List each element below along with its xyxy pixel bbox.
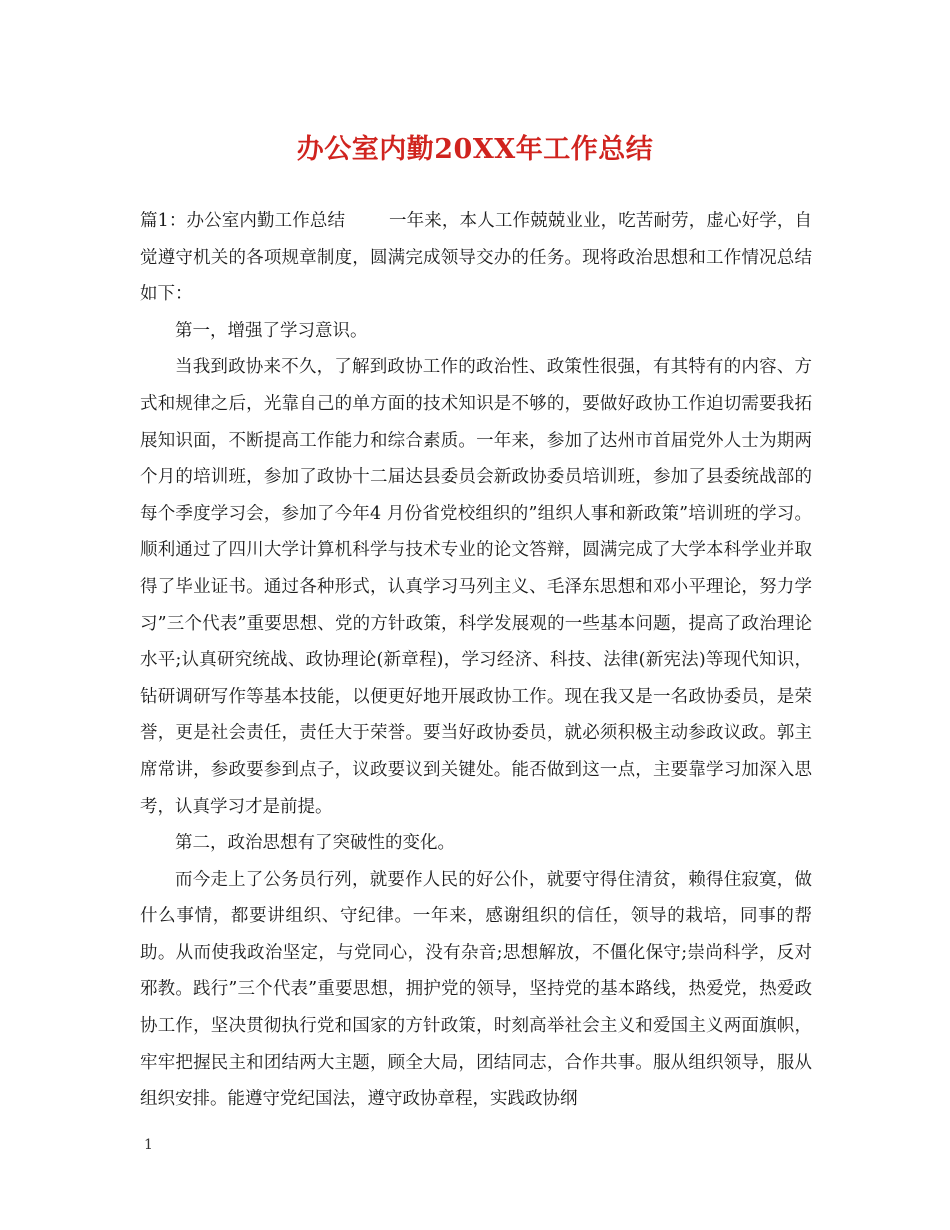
document-body (140, 203, 812, 1118)
document-title: 办公室内勤20XX年工作总结 (296, 134, 654, 165)
section1-paragraph: 当我到政协来不久，了解到政协工作的政治性、政策性很强，有其特有的内容、方式和规律之后，光靠自己的单方面的技术知识是不够的，要做好政协工作迫切需要我拓展知识面，不断提高工作能力和综合素质。一年来，参加了达州市首届党外人士为期两个月的培训班，参加了政协十二届达县委员会新政协委员培训班，参加了县委统战部的每个季度学习会，参加了今年4 月份省党校组织的”组织人事和新政策”培训班的学习。顺利通过了四川大学计算机科学与技术专业的论文答辩，圆满完成了大学本科学业并取得了毕业证书。通过各种形式，认真学习马列主义、毛泽东思想和邓小平理论，努力学习”三个代表”重要思想、党的方针政策，科学发展观的一些基本问题，提高了政治理论水平;认真研究统战、政协理论(新章程)，学习经济、科技、法律(新宪法)等现代知识，钻研调研写作等基本技能，以便更好地开展政协工作。现在我又是一名政协委员，是荣誉，更是社会责任，责任大于荣誉。要当好政协委员，就必须积极主动参政议政。郭主席常讲，参政要参到点子，议政要议到关键处。能否做到这一点，主要靠学习加深入思考，认真学习才是前提。 (140, 357, 812, 817)
intro-text: 一年来，本人工作兢兢业业，吃苦耐劳，虚心好学，自觉遵守机关的各项规章制度，圆满完成领导交办的任务。现将政治思想和工作情况总结如下： (140, 211, 812, 305)
intro-heading: 篇1：办公室内勤工作总结 (140, 211, 346, 231)
section2-paragraph: 而今走上了公务员行列，就要作人民的好公仆，就要守得住清贫，赖得住寂寞，做什么事情，都要讲组织、守纪律。一年来，感谢组织的信任，领导的栽培，同事的帮助。从而使我政治坚定，与党同心，没有杂音;思想解放，不僵化保守;崇尚科学，反对邪教。践行”三个代表”重要思想，拥护党的领导，坚持党的基本路线，热爱党，热爱政协工作，坚决贯彻执行党和国家的方针政策，时刻高举社会主义和爱国主义两面旗帜，牢牢把握民主和团结两大主题，顾全大局，团结同志，合作共事。服从组织领导，服从组织安排。能遵守党纪国法，遵守政协章程，实践政协纲 (140, 869, 812, 1110)
intro-paragraph (140, 203, 812, 313)
section2-heading: 第二，政治思想有了突破性的变化。 (175, 833, 455, 854)
page-number: 1 (144, 1137, 153, 1153)
section1-heading: 第一，增强了学习意识。 (175, 320, 368, 341)
